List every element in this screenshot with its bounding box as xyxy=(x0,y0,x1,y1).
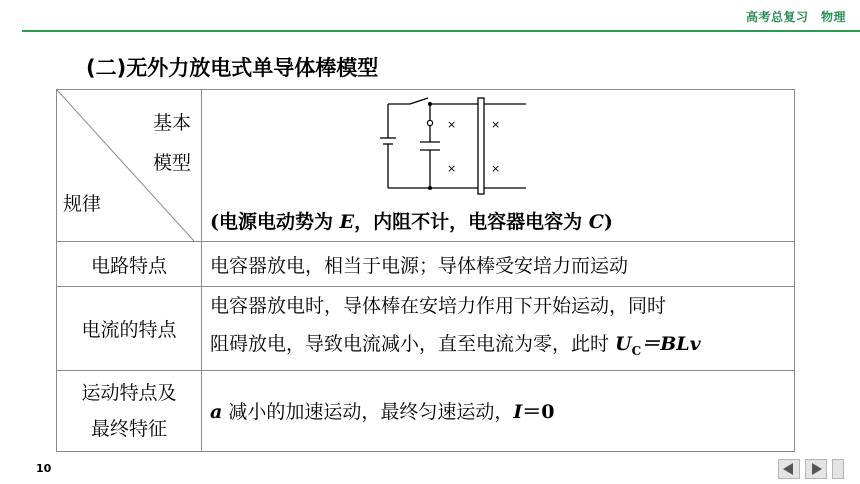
caption-symbol-e: E xyxy=(339,211,355,233)
rules-table xyxy=(56,89,795,452)
row-label-current: 电流的特点 xyxy=(57,287,202,371)
arrow-right-icon xyxy=(812,463,822,475)
corner-label-model: 模型 xyxy=(152,152,191,174)
motion-label-line-1: 运动特点及 xyxy=(81,381,177,404)
equals-zero: ＝0 xyxy=(522,401,555,424)
corner-label-rule: 规律 xyxy=(63,193,102,215)
row-label-motion xyxy=(57,370,202,451)
course-header: 高考总复习 物理 xyxy=(745,10,846,24)
symbol-a: a xyxy=(210,401,223,424)
arrow-left-icon xyxy=(783,463,793,475)
current-line-2 xyxy=(210,325,786,370)
corner-header-cell xyxy=(57,90,202,242)
end-slide-button[interactable] xyxy=(832,459,844,479)
prev-slide-button[interactable] xyxy=(778,459,800,479)
caption-mid: ，内阻不计，电容器电容为 xyxy=(354,211,589,233)
page-title: (二)无外力放电式单导体棒模型 xyxy=(86,56,379,80)
formula-blv: ＝BLv xyxy=(641,333,701,355)
corner-label-basic: 基本 xyxy=(152,112,191,134)
symbol-i: I xyxy=(513,401,523,424)
circuit-diagram xyxy=(378,96,528,196)
svg-text:×: × xyxy=(447,118,457,131)
motion-label-line-2: 最终特征 xyxy=(90,417,167,440)
svg-text:×: × xyxy=(447,162,457,175)
current-line-1: 电容器放电时，导体棒在安培力作用下开始运动，同时 xyxy=(210,295,667,317)
next-slide-button[interactable] xyxy=(805,459,827,479)
formula-u: U xyxy=(615,333,632,355)
basic-model-cell xyxy=(202,90,795,242)
row-value-circuit: 电容器放电，相当于电源；导体棒受安培力而运动 xyxy=(202,242,795,287)
caption-suffix: ) xyxy=(603,211,613,233)
caption-symbol-c: C xyxy=(588,211,604,233)
page-number: 10 xyxy=(36,462,52,475)
model-caption xyxy=(210,207,613,234)
row-label-circuit: 电路特点 xyxy=(57,242,202,287)
svg-text:×: × xyxy=(491,162,501,175)
header-divider xyxy=(22,30,860,32)
row-value-current xyxy=(202,287,795,371)
svg-text:×: × xyxy=(491,118,501,131)
motion-text: 减小的加速运动，最终匀速运动， xyxy=(222,401,514,424)
row-value-motion xyxy=(202,370,795,451)
formula-subscript: C xyxy=(631,343,642,358)
current-line-2-text: 阻碍放电，导致电流减小，直至电流为零，此时 xyxy=(210,333,616,355)
caption-prefix: (电源电动势为 xyxy=(210,211,340,233)
